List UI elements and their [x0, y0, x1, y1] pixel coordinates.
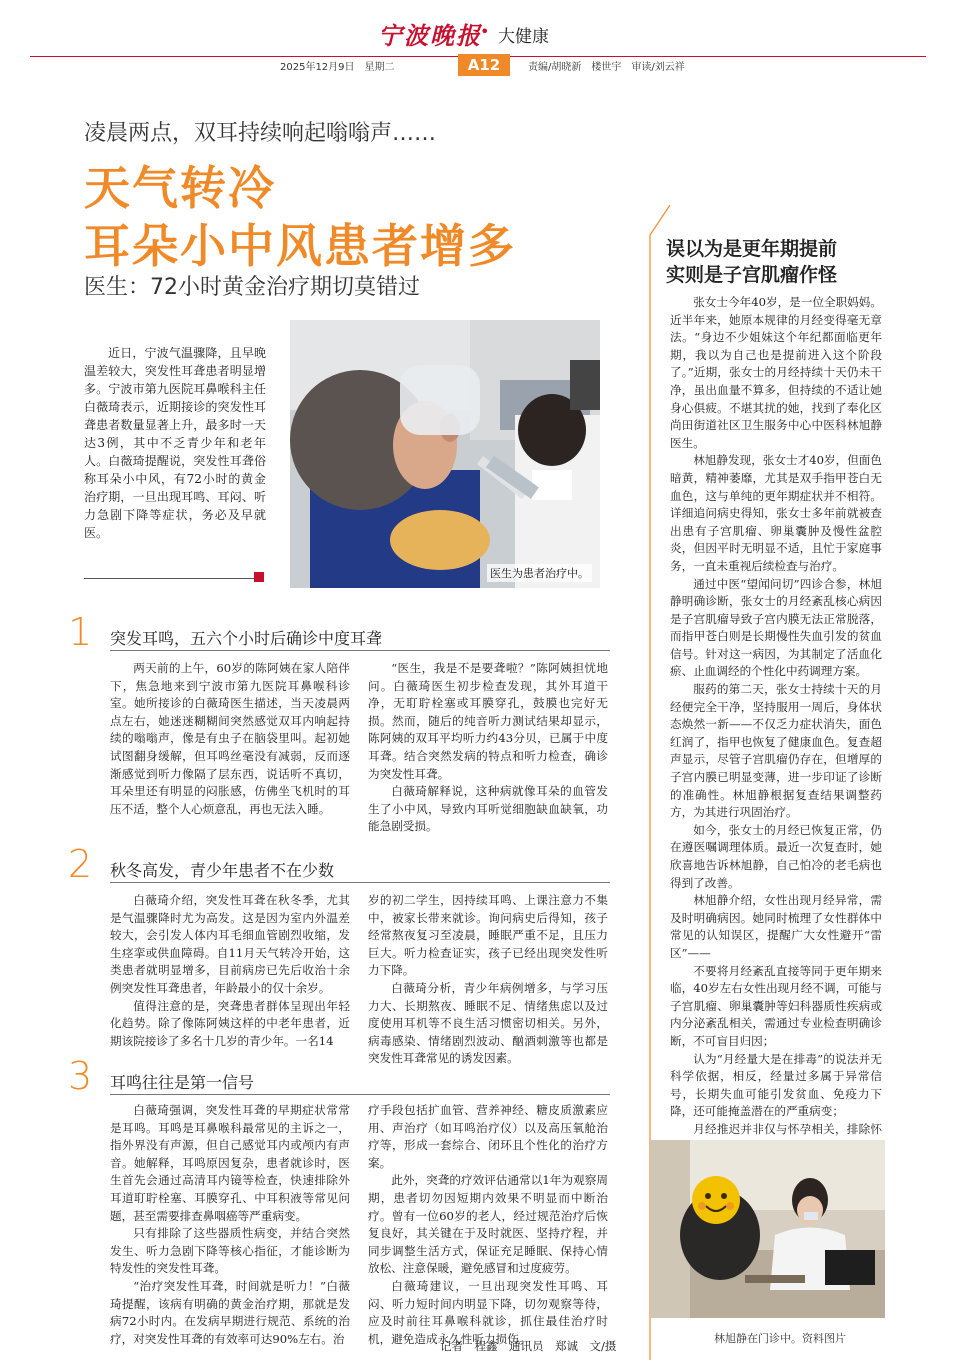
sidebar-title [666, 236, 837, 288]
section-3-title: 耳鸣往往是第一信号 [110, 1073, 255, 1092]
issue-date: 2025年12月9日 星期二 [280, 62, 395, 73]
section-name: 大健康 [498, 27, 549, 47]
lede-marker [254, 572, 264, 582]
section-3-col-1: 白薇琦强调，突发性耳聋的早期症状常常是耳鸣。耳鸣是耳鼻喉科最常见的主诉之一，指外界没有声源，但自己感觉耳内或颅内有声音。她解释，耳鸣原因复杂，患者就诊时，医生首先会通过高清耳内镜等检查，快速排除外耳道耵聍栓塞、耳膜穿孔、中耳积液等常见问题，甚至需要排查鼻咽癌等严重病变。 只有排除了这些器质性病变，并结合突然发生、听力急剧下降等核心指征，才能诊断为特发性的突发性耳聋。 “治疗突发性耳聋，时间就是听力！”白薇琦提醒，该病有明确的黄金治疗期，那就是发病72小时内。在发病早期进行规范、系统的治疗，对突发性耳聋的有效率可达90%左右。治 [110, 1103, 350, 1346]
lede-divider [84, 578, 254, 579]
editor-credits: 责编/胡晓新 楼世宇 审读/刘云祥 [528, 62, 685, 73]
headline-line-1: 天气转冷 [84, 161, 276, 215]
section-1-title: 突发耳鸣，五六个小时后确诊中度耳聋 [110, 629, 383, 648]
treatment-photo [290, 320, 600, 588]
section-1-number: 1 [68, 610, 93, 654]
treatment-photo-image [290, 320, 600, 588]
section-3-col-2: 疗手段包括扩血管、营养神经、糖皮质激素应用、声治疗（如耳鸣治疗仪）以及高压氧舱治疗等，形成一套综合、闭环且个性化的治疗方案。 此外，突聋的疗效评估通常以1年为观察周期，患者切勿因短期内效果不明显而中断治疗。曾有一位60岁的老人，经过规范治疗后恢复良好，其关键在于及时就医、坚持疗程，并同步调整生活方式，保证充足睡眠、保持心情放松、注意保暖，避免感冒和过度疲劳。 白薇琦建议，一旦出现突发性耳鸣、耳闷、听力短时间内明显下降，切勿观察等待，应及时前往耳鼻喉科就诊，抓住最佳治疗时机，避免造成永久性听力损伤。 [368, 1103, 608, 1346]
headline-line-2: 耳朵小中风患者增多 [84, 219, 516, 273]
section-3-rule [110, 1094, 610, 1095]
lede-paragraph: 近日，宁波气温骤降，且早晚温差较大，突发性耳聋患者明显增多。宁波市第九医院耳鼻喉科主任白薇琦表示，近期接诊的突发性耳聋患者数量显著上升，最多时一天达3例，其中不乏青少年和老年人。白薇琦提醒说，突发性耳聋俗称耳朵小中风，有72小时的黄金治疗期，一旦出现耳鸣、耳闷、听力急剧下降等症状，务必及早就医。 [84, 346, 266, 540]
treatment-photo-caption: 医生为患者治疗中。 [487, 564, 592, 582]
section-1-col-2: “医生，我是不是要聋啦？”陈阿姨担忧地问。白薇琦医生初步检查发现，其外耳道干净，无耵聍栓塞或耳膜穿孔，鼓膜也完好无损。然而，随后的纯音听力测试结果却显示，陈阿姨的双耳平均听力约43分贝，已属于中度耳聋。结合突然发病的特点和听力检查，确诊为突发性耳聋。 白薇琦解释说，这种病就像耳朵的血管发生了小中风，导致内耳听觉细胞缺血缺氧，功能急剧受损。 [368, 661, 608, 834]
section-3-number: 3 [68, 1054, 93, 1098]
sidebar-body: 张女士今年40岁，是一位全职妈妈。近半年来，她原本规律的月经变得毫无章法。“身边不少姐妹这个年纪都面临更年期，我以为自己也是提前进入这个阶段了。”近期，张女士的月经持续十天仍未干净，虽出血量不算多，但持续的不适让她身心俱疲。不堪其扰的她，找到了奉化区尚田街道社区卫生服务中心中医科林旭静医生。 林旭静发现，张女士才40岁，但面色暗黄，精神萎靡，尤其是双手指甲苍白无血色，这与单纯的更年期症状并不相符。详细追问病史得知，张女士多年前就被查出患有子宫肌瘤、卵巢囊肿及慢性盆腔炎，但因平时无明显不适，且忙于家庭事务，一直未重视后续检查与治疗。 通过中医“望闻问切”四诊合参，林旭静明确诊断，张女士的月经紊乱核心病因是子宫肌瘤导致子宫内膜无法正常脱落，而指甲苍白则是长期慢性失血引发的贫血信号。针对这一病因，为其制定了活血化瘀、止血调经的个性化中药调理方案。 服药的第二天，张女士持续十天的月经便完全干净，坚持服用一周后，身体状态焕然一新——不仅乏力症状消失，面色红润了，指甲也恢复了健康血色。复查超声显示，尽管子宫肌瘤仍存在，但增厚的子宫内膜已明显变薄，进一步印证了诊断的准确性。林旭静根据复查结果调整药方，为其进行巩固治疗。 如今，张女士的月经已恢复正常，仍在遵医嘱调理体质。最近一次复查时，她欣喜地告诉林旭静，自己怕冷的老毛病也得到了改善。 林旭静介绍，女性出现月经异常，需及时明确病因。她同时梳理了女性群体中常见的认知误区，提醒广大女性避开“雷区”—— 不要将月经紊乱直接等同于更年期来临，40岁左右女性出现月经不调，可能与子宫肌瘤、卵巢囊肿等妇科器质性疾病或内分泌紊乱相关，需通过专业检查明确诊断，不可盲目归因； 认为“月经量大是在排毒”的说法并无科学依据，相反，经量过多属于异常信号，长期失血可能引发贫血、免疫力下降，还可能掩盖潜在的严重病变； 月经推迟并非仅与怀孕相关，排除怀 [670, 294, 882, 1209]
clinic-photo-image [650, 1140, 885, 1318]
page-number-badge: A12 [458, 54, 510, 76]
masthead-separator: • [480, 22, 490, 41]
section-2-title: 秋冬高发，青少年患者不在少数 [110, 861, 335, 880]
headline-subhead: 医生：72小时黄金治疗期切莫错过 [84, 275, 420, 300]
section-2-col-2: 岁的初二学生，因持续耳鸣、上课注意力不集中，被家长带来就诊。询问病史后得知，孩子经常熬夜复习至凌晨，睡眠严重不足，且压力巨大。听力检查证实，孩子已经出现突发性听力下降。 白薇琦分析，青少年病例增多，与学习压力大、长期熬夜、睡眠不足、情绪焦虑以及过度使用耳机等不良生活习惯密切相关。另外，病毒感染、情绪剧烈波动、酗酒刺激等也都是突发性耳聋常见的诱发因素。 [368, 893, 608, 1066]
clinic-photo [650, 1140, 885, 1318]
section-2-number: 2 [68, 842, 93, 886]
sidebar-title-line-1: 误以为是更年期提前 [666, 238, 838, 260]
section-1-col-1: 两天前的上午，60岁的陈阿姨在家人陪伴下，焦急地来到宁波市第九医院耳鼻喉科诊室。她所接诊的白薇琦医生描述，当天凌晨两点左右，她迷迷糊糊间突然感觉双耳内响起持续的嗡嗡声，像是有虫子在脑袋里叫。起初她试图翻身缓解，但耳鸣丝毫没有减弱，反而逐渐感觉到听力像隔了层东西，说话听不真切，耳朵里还有明显的闷胀感，仿佛坐飞机时的耳压不适，整个人心烦意乱，再也无法入睡。 [110, 661, 350, 816]
section-2-col-1: 白薇琦介绍，突发性耳聋在秋冬季，尤其是气温骤降时尤为高发。这是因为室内外温差较大，会引发人体内耳毛细血管剧烈收缩，发生痉挛或供血障碍。自11月天气转冷开始，这类患者就明显增多，目前病房已先后收治十余例突发性耳聋患者，年龄最小的仅十余岁。 值得注意的是，突聋患者群体呈现出年轻化趋势。除了像陈阿姨这样的中老年患者，近期该院接诊了多名十几岁的青少年。一名14 [110, 893, 350, 1048]
sidebar-title-line-2: 实则是子宫肌瘤作怪 [666, 264, 838, 286]
section-1-rule [110, 650, 610, 651]
headline-kicker: 凌晨两点，双耳持续响起嗡嗡声…… [84, 121, 437, 146]
clinic-photo-caption: 林旭静在门诊中。资料图片 [714, 1332, 846, 1345]
newspaper-logo: 宁波晚报 [378, 21, 482, 50]
section-2-rule [110, 882, 610, 883]
article-credit: 记者 程鑫 通讯员 郑诚 文/摄 [440, 1339, 617, 1353]
